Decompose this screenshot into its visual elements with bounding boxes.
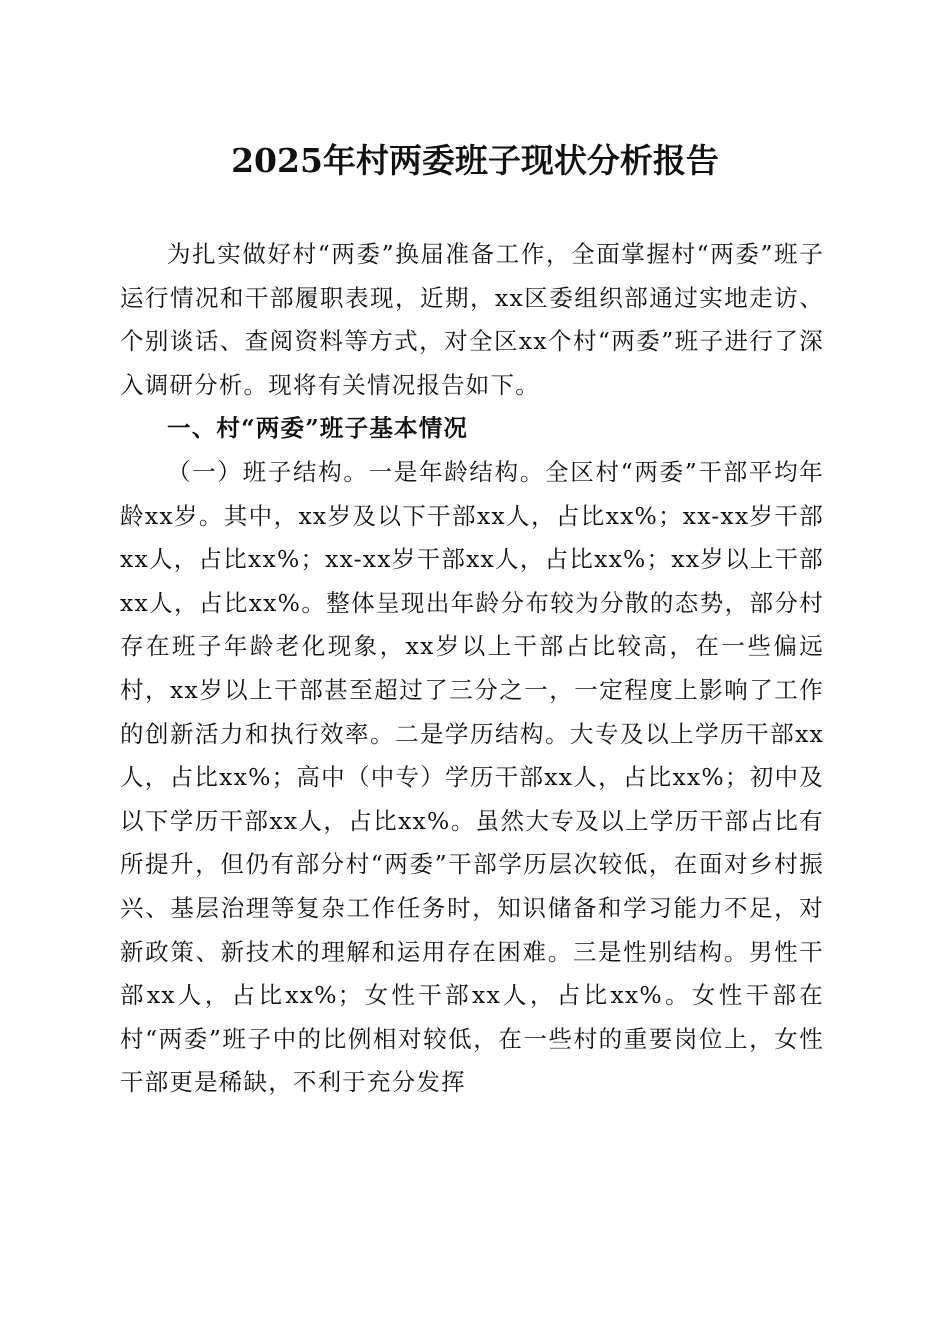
structure-text: 一是年龄结构。全区村“两委”干部平均年龄xx岁。其中，xx岁及以下干部xx人，占比xx%；xx-xx岁干部xx人，占比xx%；xx-xx岁干部xx人，占比xx%；xx岁以上干部xx人，占比xx%。整体呈现出年龄分布较为分散的态势，部分村存在班子年龄老化现象，xx岁以上干部占比较高，在一些偏远村，xx岁以上干部甚至超过了三分之一，一定程度上影响了工作的创新活力和执行效率。二是学历结构。大专及以上学历干部xx人，占比xx%；高中（中专）学历干部xx人，占比xx%；初中及以下学历干部xx人，占比xx%。虽然大专及以上学历干部占比有所提升，但仍有部分村“两委”干部学历层次较低，在面对乡村振兴、基层治理等复杂工作任务时，知识储备和学习能力不足，对新政策、新技术的理解和运用存在困难。三是性别结构。男性干部xx人，占比xx%；女性干部xx人，占比xx%。女性干部在村“两委”班子中的比例相对较低，在一些村的重要岗位上，女性干部更是稀缺，不利于充分发挥 — [120, 457, 824, 1097]
subsection-label: （一）班子结构。 — [167, 457, 369, 486]
document-body — [120, 233, 824, 1105]
structure-paragraph — [120, 451, 824, 1105]
document-title: 2025年村两委班子现状分析报告 — [231, 141, 719, 180]
section-heading: 一、村“两委”班子基本情况 — [167, 414, 469, 443]
intro-paragraph: 为扎实做好村“两委”换届准备工作，全面掌握村“两委”班子运行情况和干部履职表现，近期，xx区委组织部通过实地走访、个别谈话、查阅资料等方式，对全区xx个村“两委”班子进行了深入调研分析。现将有关情况报告如下。 — [120, 240, 824, 399]
